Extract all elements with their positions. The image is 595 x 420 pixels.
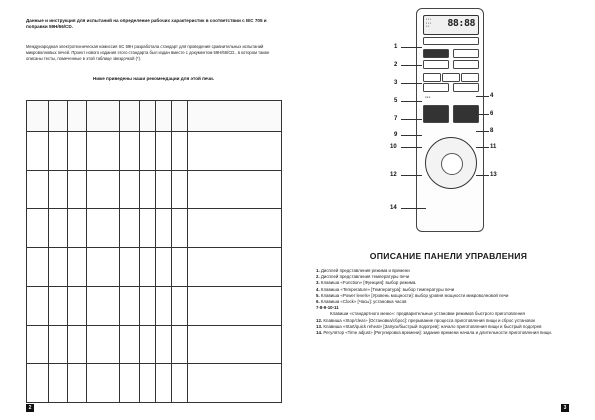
callout-5-line	[401, 101, 422, 102]
legend-item-13: 13. Клавиша «Start/quick reheat» [Запуск/быстрый подогрев]: начало приготовления пищи и быстрый подогрев	[316, 323, 542, 329]
table-header-row	[27, 101, 282, 132]
callout-1: 1	[394, 44, 398, 50]
callout-12-line	[401, 175, 422, 176]
table-header-cell	[188, 101, 282, 132]
display-digits: 88:88	[447, 18, 475, 29]
control-legend	[316, 268, 581, 336]
clock-button[interactable]	[453, 60, 479, 69]
test-table	[26, 100, 282, 403]
callout-6-line	[476, 114, 489, 115]
callout-11: 11	[490, 144, 497, 150]
intro-paragraph: Международная электротехническая комиссия SC 59Н разработала стандарт для проведения сравнительных испытаний микроволновых печей. Проект нового издания этого стандарта был издан вместе с документом 59Н/66/CD., в котором также описаны тесты, помеченные в этой таблице звездочкой (*).	[26, 44, 270, 61]
control-panel-illustration	[416, 8, 484, 232]
table-header-cell	[87, 101, 120, 132]
callout-7-line	[401, 119, 422, 120]
table-header-cell	[140, 101, 156, 132]
callout-2-line	[401, 65, 422, 66]
table-header-cell	[120, 101, 140, 132]
power-levels-button[interactable]	[423, 60, 449, 69]
legend-item-menu-keys: Клавиши «стандартного меню»: предварительные установки режимов быстрого приготовления	[330, 311, 525, 317]
callout-6: 6	[490, 111, 494, 117]
callout-14: 14	[390, 205, 397, 211]
time-adjust-knob[interactable]	[425, 137, 477, 189]
table-header-cell	[172, 101, 188, 132]
temperature-button[interactable]	[453, 49, 479, 58]
temperature-display-strip	[423, 37, 479, 45]
menu-button-10[interactable]	[423, 83, 449, 92]
legend-item-6: 6. Клавиша «Clock» [Часы]: установка часов	[316, 299, 407, 305]
legend-item-3: 3. Клавиша «Function» [Функция]: выбор режима.	[316, 280, 417, 286]
callout-2: 2	[394, 62, 398, 68]
callout-7: 7	[394, 116, 398, 122]
callout-14-line	[401, 208, 426, 209]
table-row	[27, 286, 282, 325]
table-header-cell	[68, 101, 87, 132]
table-row	[27, 170, 282, 209]
table-row	[27, 209, 282, 248]
legend-item-5: 5. Клавиша «Power levels» [Уровень мощности]: выбор уровня мощности микроволновой печи	[316, 292, 509, 298]
menu-button-8[interactable]	[442, 73, 460, 82]
callout-9: 9	[394, 132, 398, 138]
table-caption: Ниже приведены наши рекомендации для этой печи.	[92, 76, 215, 81]
menu-button-11[interactable]	[453, 83, 479, 92]
legend-item-1: 1. Дисплей представления режима и времени	[316, 268, 410, 273]
brand-logo: ●●●	[425, 95, 431, 99]
right-page	[298, 0, 595, 420]
intro-heading: Данные и инструкция для испытаний на определение рабочих характеристик в соответствии с IEC 705 и поправки 59Н/66/CD.	[26, 18, 267, 30]
callout-11-line	[476, 147, 489, 148]
page-number: 3	[561, 404, 569, 412]
legend-item-12: 12. Клавиша «Stop/clear» [Остановка/сброс]: прерывание процесса приготовления пищи и сброс установок	[316, 317, 535, 323]
time-adjust-knob-center	[441, 153, 463, 175]
callout-8: 8	[490, 128, 494, 134]
callout-12: 12	[390, 172, 397, 178]
function-button[interactable]	[423, 49, 449, 58]
callout-10: 10	[390, 144, 397, 150]
callout-9-line	[401, 135, 422, 136]
page-number: 2	[26, 404, 34, 412]
legend-item-2: 2. Дисплей представления температуры печи	[316, 274, 410, 280]
callout-4-line	[476, 96, 489, 97]
callout-4: 4	[490, 93, 494, 99]
menu-button-7[interactable]	[423, 73, 441, 82]
callout-3-line	[401, 83, 422, 84]
callout-13: 13	[490, 172, 497, 178]
table-row	[27, 364, 282, 403]
mode-time-display	[423, 15, 479, 35]
table-body	[27, 132, 282, 403]
callout-5: 5	[394, 98, 398, 104]
callout-8-line	[476, 131, 489, 132]
table-header-cell	[156, 101, 172, 132]
callout-3: 3	[394, 80, 398, 86]
legend-item-7-11: 7-8-9-10-11	[316, 305, 339, 311]
menu-button-9[interactable]	[461, 73, 479, 82]
table-header-cell	[27, 101, 49, 132]
legend-item-14: 14. Регулятор «Time adjust» [Регулировка времени]: задание времени начала и длительности приготовления пищи.	[316, 330, 553, 336]
table-row	[27, 248, 282, 287]
display-indicator-icons: ▪ ▪ ▪ ▪ ▪ ▪ ▪ ▪	[426, 17, 431, 28]
legend-item-4: 4. Клавиша «Temperature» [Температура]: выбор температуры печи	[316, 286, 455, 292]
callout-13-line	[476, 175, 489, 176]
callout-10-line	[401, 147, 422, 148]
test-table-wrap	[26, 100, 281, 407]
table-row	[27, 132, 282, 171]
callout-1-line	[401, 47, 422, 48]
left-page	[0, 0, 297, 420]
stop-clear-button[interactable]	[423, 105, 449, 123]
table-header-cell	[49, 101, 68, 132]
table-row	[27, 325, 282, 364]
section-title: ОПИСАНИЕ ПАНЕЛИ УПРАВЛЕНИЯ	[369, 251, 528, 261]
